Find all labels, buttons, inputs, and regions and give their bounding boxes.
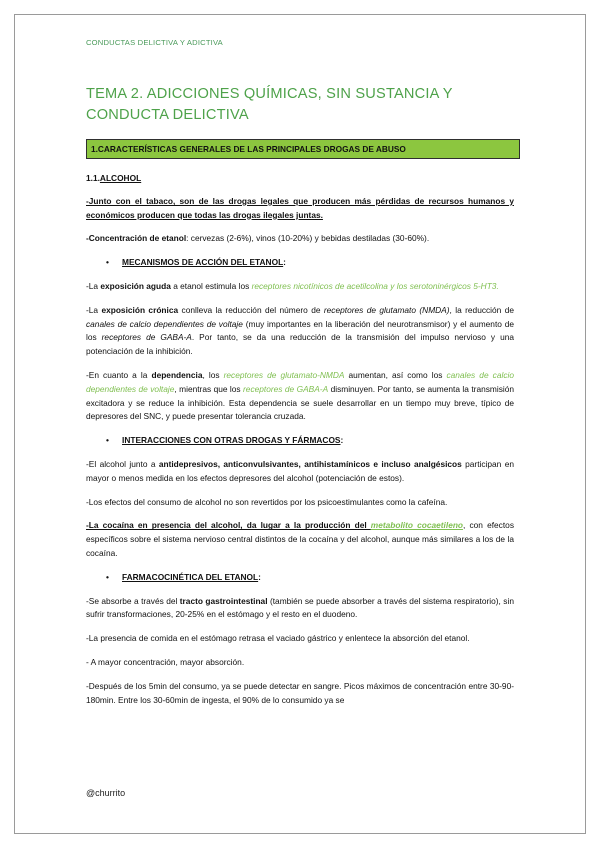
ethanol-text: : cervezas (2-6%), vinos (10-20%) y bebidas destiladas (30-60%). xyxy=(186,233,430,244)
page-title: TEMA 2. ADICCIONES QUÍMICAS, SIN SUSTANCIA Y CONDUCTA DELICTIVA xyxy=(86,86,453,123)
bullet-icon: • xyxy=(106,571,109,582)
document-body xyxy=(86,172,514,717)
pharmacokinetics-heading-text: FARMACOCINÉTICA DEL ETANOL xyxy=(122,571,259,582)
mechanisms-heading: • MECANISMOS DE ACCIÓN DEL ETANOL: xyxy=(86,256,514,270)
subsection-number: 1.1. xyxy=(86,173,100,183)
pharmacokinetics-paragraph-2: -La presencia de comida en el estómago retrasa el vaciado gástrico y enlentece la absorción del etanol. xyxy=(86,633,470,644)
chronic-exposure-paragraph: -La exposición crónica conlleva la reducción del número de receptores de glutamato (NMDA), la reducción de canales de calcio dependientes de voltaje (muy importantes en la liberación del neurotransmisor) y el aumento de los receptores de GABA-A. Por tanto, se da una reducción de la transmisión del impulso nervioso y una potenciación de la inhibición. xyxy=(86,304,515,357)
acute-exposure-paragraph: -La exposición aguda a etanol estimula los receptores nicotínicos de acetilcolina y los serotoninérgicos 5-HT3. xyxy=(86,280,499,291)
interactions-heading: • INTERACCIONES CON OTRAS DROGAS Y FÁRMACOS: xyxy=(86,434,514,448)
bullet-icon: • xyxy=(106,435,109,446)
pharmacokinetics-paragraph-4: -Después de los 5min del consumo, ya se puede detectar en sangre. Picos máximos de concentración entre 30-90-180min. Entre los 30-60min de ingesta, el 90% de lo consumido ya se xyxy=(86,680,514,705)
footer-author: @churrito xyxy=(86,788,126,798)
subsection-heading xyxy=(86,172,514,186)
interactions-paragraph-2: -Los efectos del consumo de alcohol no son revertidos por los psicoestimulantes como la cafeína. xyxy=(86,496,448,507)
interactions-paragraph-3: -La cocaína en presencia del alcohol, da lugar a la producción del metabolito cocaetileno, con efectos específicos sobre el sistema nervioso central distintos de la cocaína y del alcohol, aunque más similares a los de la cocaína. xyxy=(86,520,514,558)
mechanisms-heading-text: MECANISMOS DE ACCIÓN DEL ETANOL xyxy=(122,257,284,268)
intro-paragraph: -Junto con el tabaco, son de las drogas legales que producen más pérdidas de recursos humanos y económicos producen que todas las drogas ilegales juntas. xyxy=(86,195,514,220)
pharmacokinetics-paragraph-3: - A mayor concentración, mayor absorción. xyxy=(86,656,245,667)
pharmacokinetics-heading: • FARMACOCINÉTICA DEL ETANOL: xyxy=(86,571,514,585)
pharmacokinetics-paragraph-1: -Se absorbe a través del tracto gastrointestinal (también se puede absorber a través del sistema respiratorio), sin sufrir transformaciones, 20-25% en el estómago y el resto en el duodeno. xyxy=(86,595,514,620)
subsection-label: ALCOHOL xyxy=(99,173,142,183)
ethanol-label: -Concentración de etanol xyxy=(86,233,187,244)
running-head: CONDUCTAS DELICTIVA Y ADICTIVA xyxy=(86,38,223,47)
section-heading: 1.CARACTERÍSTICAS GENERALES DE LAS PRINCIPALES DROGAS DE ABUSO xyxy=(86,139,520,159)
interactions-paragraph-1: -El alcohol junto a antidepresivos, anticonvulsivantes, antihistamínicos e incluso analgésicos participan en mayor o menos medida en los efectos depresores del alcohol (potenciación de estos). xyxy=(86,458,514,483)
bullet-icon: • xyxy=(106,257,109,268)
interactions-heading-text: INTERACCIONES CON OTRAS DROGAS Y FÁRMACOS xyxy=(122,435,341,446)
dependence-paragraph: -En cuanto a la dependencia, los receptores de glutamato-NMDA aumentan, así como los canales de calcio dependientes de voltaje, mientras que los receptores de GABA-A disminuyen. Por tanto, se aumenta la transmisión excitadora y se reduce la inhibición. Esta dependencia se suele desarrollar en un tiempo muy breve, típico de depresores del SNC, y puede presentar tolerancia cruzada. xyxy=(86,369,515,422)
ethanol-concentration-paragraph xyxy=(86,232,514,246)
